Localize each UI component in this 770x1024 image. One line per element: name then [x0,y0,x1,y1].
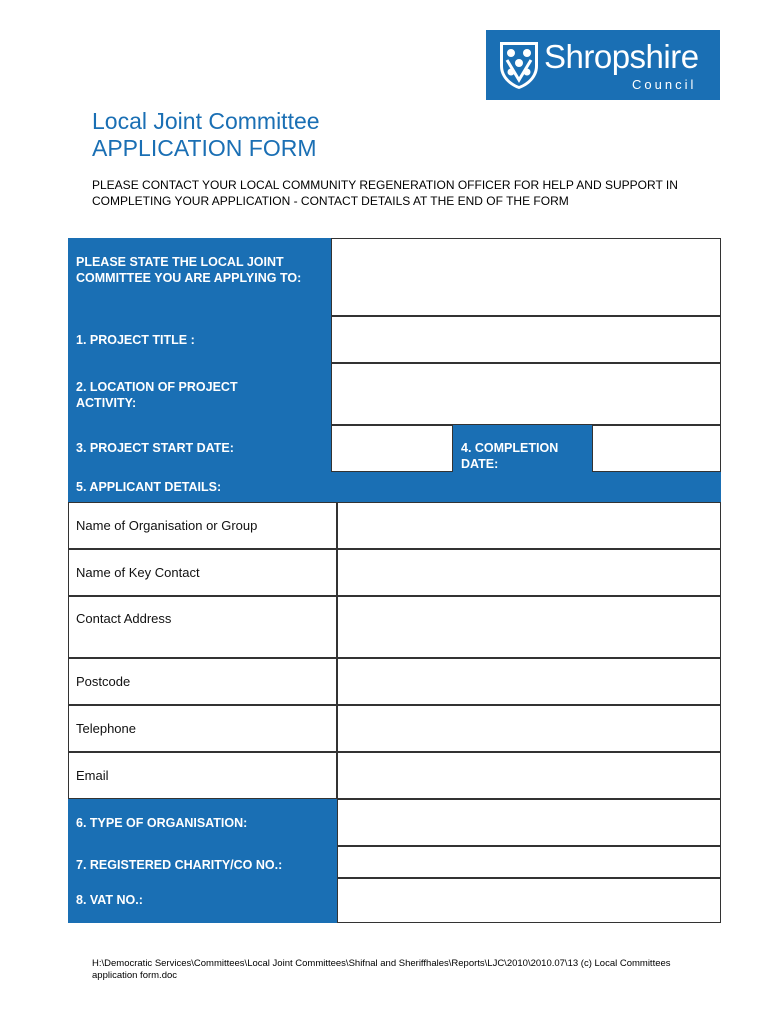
email-input[interactable] [337,752,721,799]
file-path-footer: H:\Democratic Services\Committees\Local Joint Committees\Shifnal and Sheriffhales\Reports\LJC\2010\2010.07\13 (c) Local Committees application form.doc [92,958,671,981]
logo-subtitle: Council [632,77,697,92]
email-label: Email [68,752,337,799]
org-type-label: 6. TYPE OF ORGANISATION: [68,799,337,846]
page-title: Local Joint Committee [92,108,320,134]
completion-date-label: 4. COMPLETION DATE: [453,425,592,472]
address-label: Contact Address [68,596,337,658]
charity-label: 7. REGISTERED CHARITY/CO NO.: [68,846,337,878]
start-date-input[interactable] [331,425,453,472]
org-type-input[interactable] [337,799,721,846]
key-contact-input[interactable] [337,549,721,596]
page-subtitle: APPLICATION FORM [92,135,317,161]
applicant-details-header: 5. APPLICANT DETAILS: [68,472,721,502]
ljc-label: PLEASE STATE THE LOCAL JOINT COMMITTEE YOU ARE APPLYING TO: [68,238,331,316]
charity-input[interactable] [337,846,721,878]
key-contact-label: Name of Key Contact [68,549,337,596]
completion-date-input[interactable] [592,425,721,472]
council-crest-icon [498,40,540,90]
postcode-input[interactable] [337,658,721,705]
telephone-label: Telephone [68,705,337,752]
telephone-input[interactable] [337,705,721,752]
location-input[interactable] [331,363,721,425]
logo-name: Shropshire [544,38,699,75]
address-input[interactable] [337,596,721,658]
postcode-label: Postcode [68,658,337,705]
location-label: 2. LOCATION OF PROJECT ACTIVITY: [68,363,331,425]
intro-text: PLEASE CONTACT YOUR LOCAL COMMUNITY REGENERATION OFFICER FOR HELP AND SUPPORT IN COMPLETING YOUR APPLICATION - CONTACT DETAILS AT THE END OF THE FORM [92,178,678,208]
start-date-label: 3. PROJECT START DATE: [68,425,331,472]
vat-input[interactable] [337,878,721,923]
project-title-label: 1. PROJECT TITLE : [68,316,331,363]
vat-label: 8. VAT NO.: [68,878,337,923]
shropshire-council-logo [486,30,720,100]
application-form [68,238,721,923]
organisation-input[interactable] [337,502,721,549]
organisation-label: Name of Organisation or Group [68,502,337,549]
ljc-input[interactable] [331,238,721,316]
project-title-input[interactable] [331,316,721,363]
